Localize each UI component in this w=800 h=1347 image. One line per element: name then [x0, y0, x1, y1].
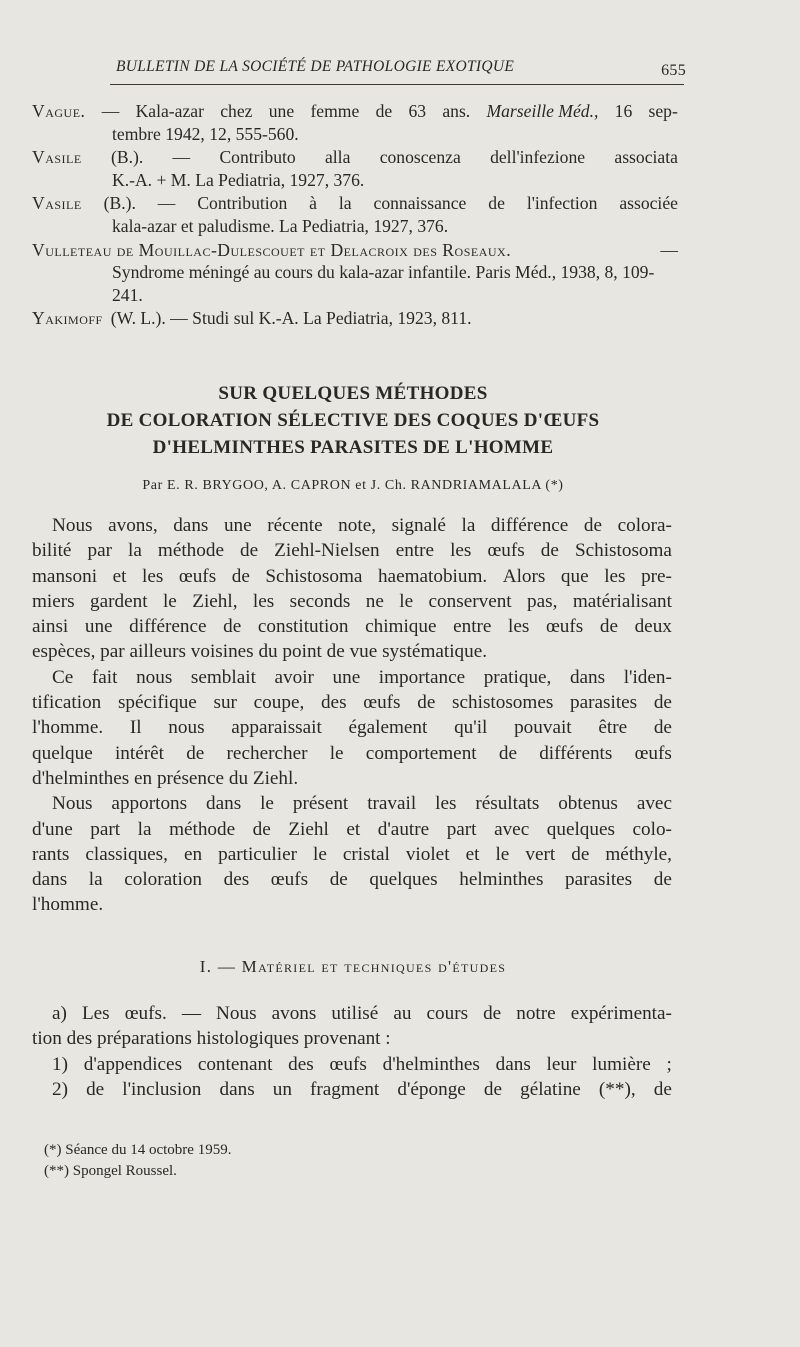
- references-list: [32, 100, 678, 331]
- paragraph: Nous apportons dans le présent travail les résultats obtenus avec d'une part la méthode de Ziehl et d'autre part avec quelques colo- rants classiques, en particulier le cristal violet et le vert de méthyle, dans la coloration des œufs de quelques helminthes parasites de l'homme.: [32, 793, 672, 916]
- paragraph: Nous avons, dans une récente note, signalé la différence de colora- bilité par la méthode de Ziehl-Nielsen entre les œufs de Schistosoma mansoni et les œufs de Schistosoma haematobium. Alors que les pre- miers gardent le Ziehl, les seconds ne le conservent pas, matérialisant ainsi une différence de constitution chimique entre les œufs de deux espèces, par ailleurs voisines du point de vue systématique.: [32, 515, 672, 663]
- reference-author: Vulleteau de Mouillac-Dulescouet et Delacroix des Roseaux.: [32, 239, 512, 260]
- reference-continuation: Syndrome méningé au cours du kala-azar infantile. Paris Méd., 1938, 8, 109-241.: [112, 262, 655, 305]
- running-head: [116, 58, 686, 79]
- footnote: (*) Séance du 14 octobre 1959.: [44, 1142, 232, 1158]
- paragraph: Ce fait nous semblait avoir une importance pratique, dans l'iden- tification spécifique sur coupe, des œufs de schistosomes parasites de l'homme. Il nous apparaissait également qu'il pouvait être de quelque intérêt de rechercher le comportement de différents œufs d'helminthes en présence du Ziehl.: [32, 666, 672, 789]
- reference-entry: Vasile (B.). — Contribution à la connaissance de l'infection associée kala-azar et paludisme. La Pediatria, 1927, 376.: [32, 193, 678, 236]
- reference-author: Yakimoff: [32, 308, 103, 329]
- reference-entry: Vague. — Kala-azar chez une femme de 63 ans. Marseille Méd., 16 sep- tembre 1942, 12, 555-560.: [32, 101, 678, 144]
- section-body: a) Les œufs. — Nous avons utilisé au cours de notre expérimenta- tion des préparations histologiques provenant : 1) d'appendices contenant des œufs d'helminthes dans leur lumière ; 2) de l'inclusion dans un fragment d'éponge de gélatine (**), de: [32, 1003, 672, 1100]
- journal-title: BULLETIN DE LA SOCIÉTÉ DE PATHOLOGIE EXOTIQUE: [116, 58, 515, 75]
- reference-continuation: tembre 1942, 12, 555-560.: [112, 123, 299, 144]
- reference-entry: Vulleteau de Mouillac-Dulescouet et Delacroix des Roseaux. — Syndrome méningé au cours du kala-azar infantile. Paris Méd., 1938, 8, 109-241.: [32, 239, 678, 305]
- article-title: SUR QUELQUES MÉTHODES DE COLORATION SÉLECTIVE DES COQUES D'ŒUFS D'HELMINTHES PARASITES DE L'HOMME: [106, 383, 600, 458]
- reference-author: Vasile: [32, 147, 82, 168]
- author-byline: Par E. R. BRYGOO, A. CAPRON et J. Ch. RANDRIAMALALA (*): [142, 478, 564, 493]
- header-rule: [110, 84, 684, 85]
- section-heading: I. — Matériel et techniques d'études: [199, 957, 507, 976]
- reference-entry: Yakimoff (W. L.). — Studi sul K.-A. La Pediatria, 1923, 811.: [32, 308, 472, 329]
- reference-entry: Vasile (B.). — Contributo alla conoscenza dell'infezione associata K.-A. + M. La Pediatria, 1927, 376.: [32, 147, 678, 190]
- reference-continuation: K.-A. + M. La Pediatria, 1927, 376.: [112, 169, 365, 190]
- page-number: 655: [661, 62, 686, 79]
- reference-author: Vasile: [32, 193, 82, 214]
- footnotes: [44, 1140, 644, 1182]
- reference-author: Vague.: [32, 101, 86, 121]
- reference-continuation: kala-azar et paludisme. La Pediatria, 1927, 376.: [112, 215, 449, 236]
- footnote: (**) Spongel Roussel.: [44, 1163, 177, 1179]
- article-body: [32, 513, 672, 918]
